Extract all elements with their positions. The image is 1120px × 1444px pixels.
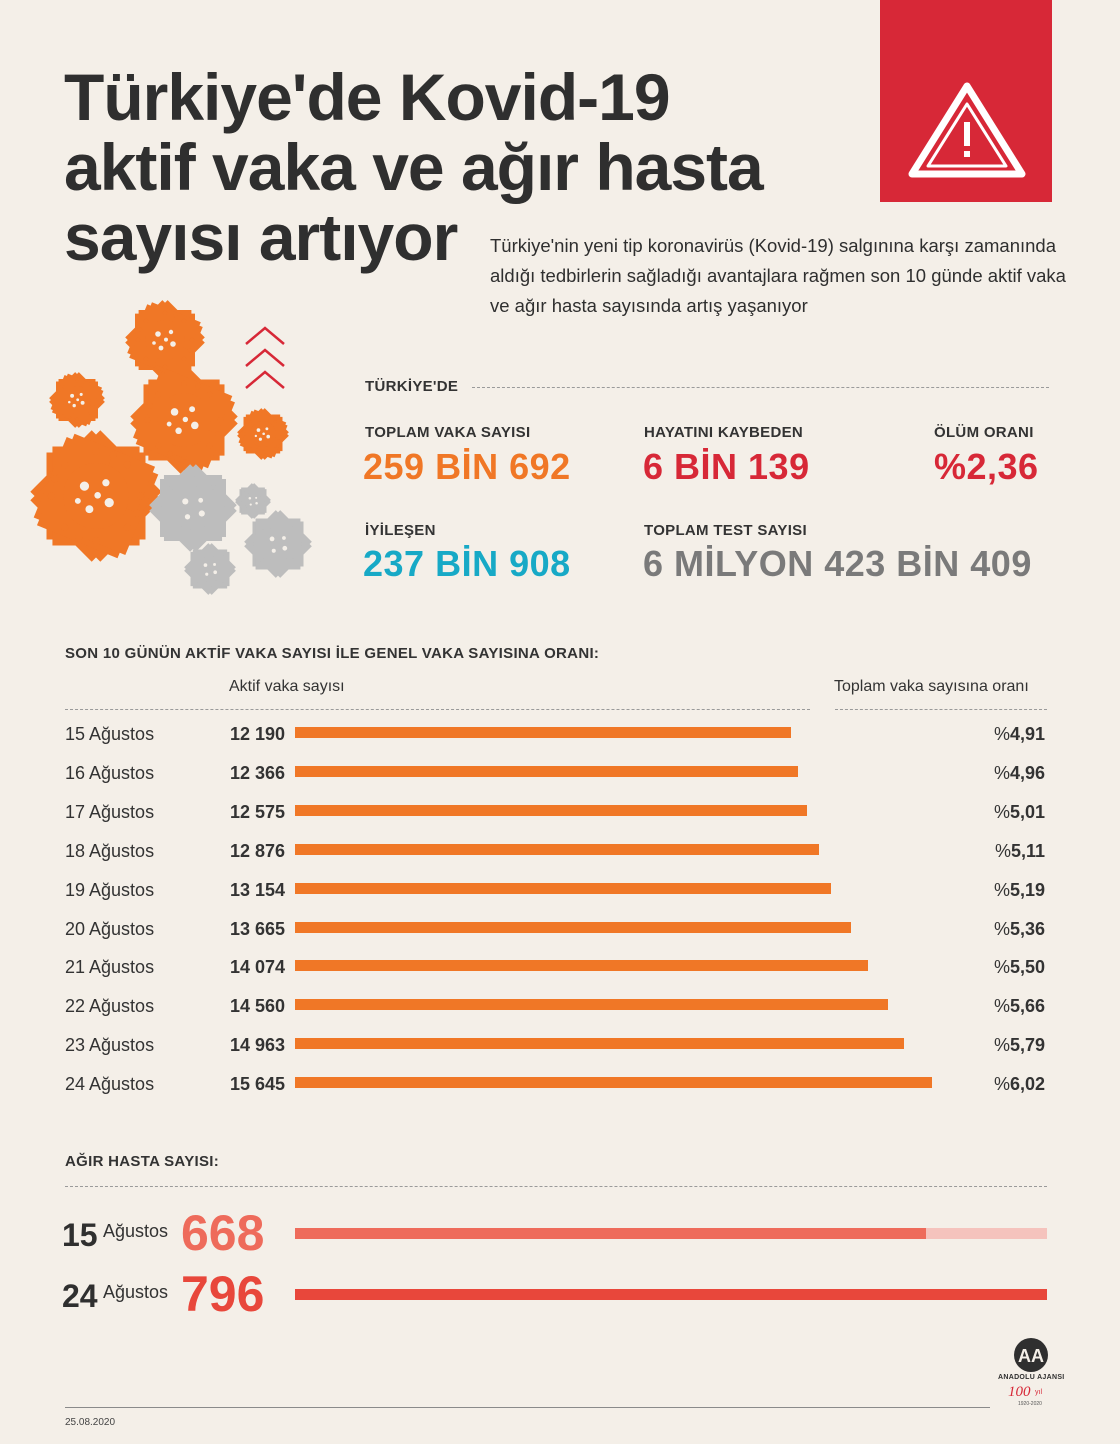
- row-date-label: 21 Ağustos: [65, 957, 155, 978]
- ratio-prefix: %: [993, 762, 1010, 783]
- ratio-prefix: %: [993, 1074, 1010, 1095]
- death-rate-value: %2,36: [934, 446, 1039, 487]
- ratio-value: 4,96: [1009, 762, 1045, 783]
- footer-date: 25.08.2020: [65, 1417, 116, 1428]
- deaths-value: 6 BİN 139: [643, 446, 810, 487]
- total-cases-value: 259 BİN 692: [363, 446, 571, 487]
- severe-bar: [295, 1289, 1047, 1300]
- ratio-value: 5,19: [1009, 879, 1045, 900]
- title-line-3: sayısı artıyor: [64, 200, 458, 274]
- ratio-value: 5,11: [1010, 840, 1045, 861]
- agency-name: ANADOLU AJANSI: [998, 1374, 1065, 1381]
- row-value-label: 15 645: [229, 1074, 285, 1095]
- row-date-label: 17 Ağustos: [65, 801, 155, 822]
- ratio-prefix: %: [993, 724, 1010, 744]
- ratio-value: 5,79: [1009, 1035, 1045, 1056]
- warning-banner: [880, 0, 1052, 202]
- anniversary-word: yıl: [1035, 1389, 1042, 1396]
- ratio-prefix: %: [994, 840, 1011, 861]
- rising-arrows-icon: [244, 324, 286, 396]
- title-line-2: aktif vaka ve ağır hasta: [64, 130, 763, 204]
- ratio-value: 4,91: [1009, 724, 1045, 744]
- ratio-value: 5,01: [1009, 801, 1045, 822]
- ratio-label: [955, 841, 1045, 862]
- row-value-label: 12 575: [229, 801, 285, 822]
- active-case-bar: [295, 844, 819, 855]
- ratio-label: [955, 802, 1045, 823]
- row-date-label: 20 Ağustos: [65, 918, 155, 939]
- ratio-value: 5,36: [1009, 918, 1045, 939]
- active-case-bar: [295, 999, 888, 1010]
- ratio-label: [955, 957, 1045, 978]
- ratio-value: 6,02: [1009, 1074, 1045, 1095]
- row-value-label: 14 074: [229, 957, 285, 978]
- row-value-label: 12 190: [229, 724, 285, 744]
- ratio-prefix: %: [993, 801, 1010, 822]
- divider: [65, 1186, 1047, 1187]
- aa-logo-icon: [998, 1337, 1064, 1373]
- ratio-label: [955, 1035, 1045, 1056]
- active-case-bar: [295, 766, 798, 777]
- severe-month: Ağustos: [103, 1282, 169, 1302]
- active-case-bar: [295, 805, 807, 816]
- tests-label: TOPLAM TEST SAYISI: [644, 522, 807, 539]
- ratio-label: [955, 763, 1045, 784]
- divider: [472, 387, 1049, 388]
- ratio-label: [955, 724, 1045, 745]
- ratio-prefix: %: [993, 918, 1010, 939]
- row-value-label: 13 154: [229, 879, 285, 900]
- active-case-bar: [295, 727, 791, 738]
- active-column-header: Aktif vaka sayısı: [229, 678, 345, 695]
- active-chart-title: SON 10 GÜNÜN AKTİF VAKA SAYISI İLE GENEL VAKA SAYISINA ORANI:: [65, 645, 600, 662]
- ratio-label: [955, 919, 1045, 940]
- active-case-bar: [295, 1077, 932, 1088]
- active-case-bar: [295, 922, 851, 933]
- row-date-label: 19 Ağustos: [65, 879, 155, 900]
- anniversary-number: 100: [1008, 1384, 1031, 1400]
- row-date-label: 15 Ağustos: [65, 724, 155, 744]
- row-value-label: 13 665: [229, 918, 285, 939]
- intro-text: Türkiye'nin yeni tip koronavirüs (Kovid-19) salgınına karşı zamanında aldığı tedbirlerin sağladığı avantajlara rağmen son 10 günde aktif vaka ve ağır hasta sayısında artış yaşanıyor: [490, 235, 1066, 316]
- title-line-1: Türkiye'de Kovid-19: [64, 60, 670, 134]
- severe-bar: [295, 1228, 926, 1239]
- severe-month: Ağustos: [103, 1221, 169, 1241]
- row-date-label: 22 Ağustos: [65, 996, 155, 1017]
- total-cases-label: TOPLAM VAKA SAYISI: [365, 424, 531, 441]
- ratio-prefix: %: [993, 1035, 1010, 1056]
- active-case-bar: [295, 883, 831, 894]
- stats-section-label: TÜRKİYE'DE: [365, 378, 459, 395]
- severe-day: 24: [62, 1278, 98, 1314]
- severe-value: 796: [181, 1266, 265, 1322]
- ratio-prefix: %: [993, 996, 1010, 1017]
- ratio-prefix: %: [993, 879, 1010, 900]
- warning-icon: [906, 80, 1028, 180]
- ratio-label: [955, 1074, 1045, 1095]
- row-date-label: 23 Ağustos: [65, 1035, 155, 1056]
- row-date-label: 18 Ağustos: [65, 840, 155, 861]
- agency-logo: [998, 1337, 1064, 1437]
- recovered-label: İYİLEŞEN: [365, 522, 436, 539]
- divider: [835, 709, 1047, 710]
- row-value-label: 12 366: [229, 762, 285, 783]
- tests-value: 6 MİLYON 423 BİN 409: [643, 543, 1032, 584]
- divider: [65, 709, 810, 710]
- row-date-label: 24 Ağustos: [65, 1074, 155, 1095]
- ratio-label: [955, 996, 1045, 1017]
- row-value-label: 12 876: [229, 840, 285, 861]
- death-rate-label: ÖLÜM ORANI: [934, 424, 1034, 441]
- ratio-label: [955, 880, 1045, 901]
- ratio-value: 5,66: [1009, 996, 1045, 1017]
- footer-divider: [65, 1407, 990, 1408]
- ratio-column-header: Toplam vaka sayısına oranı: [834, 678, 1029, 695]
- row-date-label: 16 Ağustos: [65, 762, 155, 783]
- ratio-prefix: %: [993, 957, 1010, 978]
- deaths-label: HAYATINI KAYBEDEN: [644, 424, 804, 441]
- severe-day: 15: [62, 1217, 98, 1253]
- active-case-bar: [295, 960, 868, 971]
- ratio-value: 5,50: [1009, 957, 1045, 978]
- aa-logo-text: AA: [1018, 1346, 1044, 1366]
- severe-value: 668: [181, 1205, 265, 1261]
- row-value-label: 14 963: [229, 1035, 285, 1056]
- row-value-label: 14 560: [229, 996, 285, 1017]
- anniversary-years: 1920-2020: [1018, 1401, 1042, 1407]
- active-case-bar: [295, 1038, 904, 1049]
- severe-chart-title: AĞIR HASTA SAYISI:: [65, 1153, 220, 1170]
- recovered-value: 237 BİN 908: [363, 543, 571, 584]
